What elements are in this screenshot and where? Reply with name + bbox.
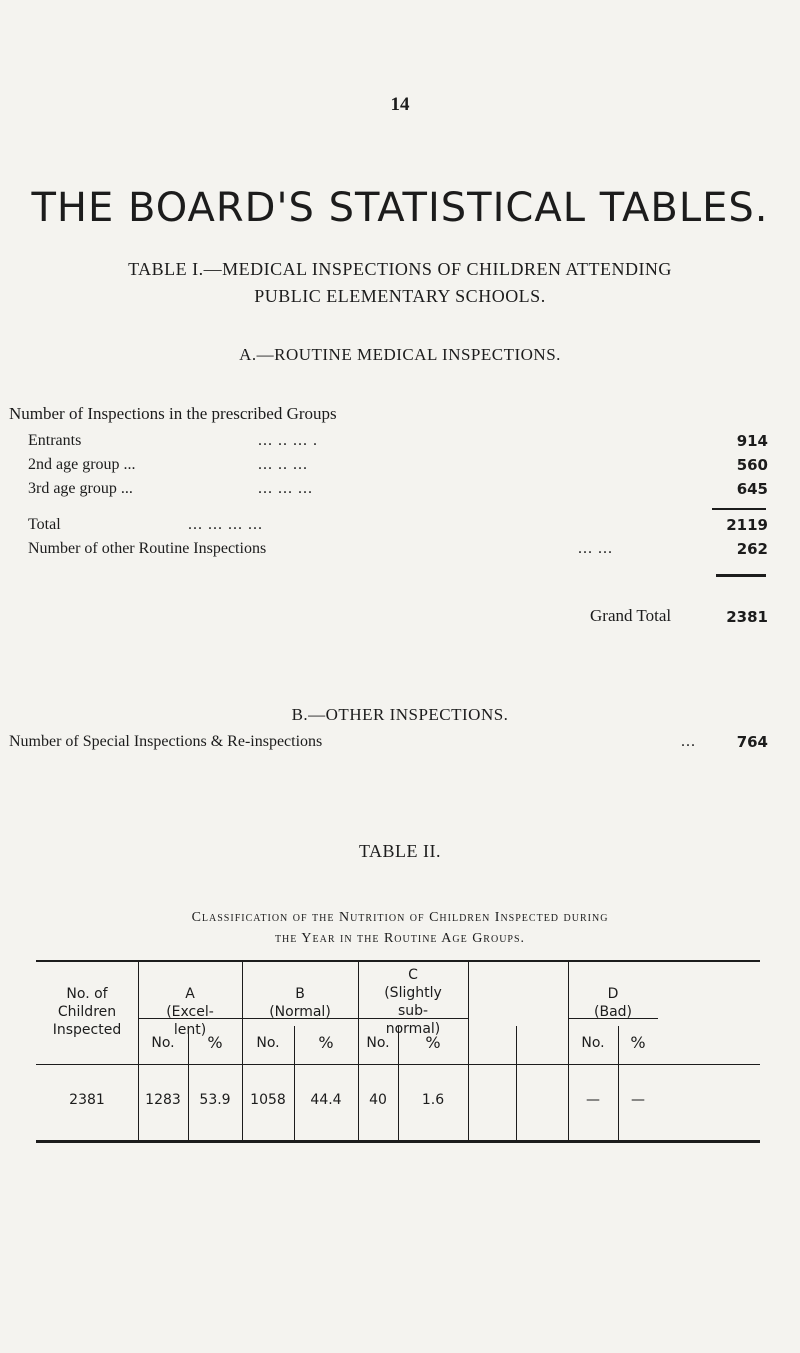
subheader-percent: % (207, 1033, 223, 1052)
leader-dots: ... ... ... (258, 480, 313, 497)
table2-caption-line2: the Year in the Routine Age Groups. (274, 931, 526, 946)
table1-title-line1: TABLE I.—MEDICAL INSPECTIONS OF CHILDREN ATTENDING (128, 259, 672, 279)
section-a-heading: A.—ROUTINE MEDICAL INSPECTIONS. (239, 345, 561, 364)
header-line: B (295, 986, 305, 1002)
header-line: (Excel- (166, 1004, 214, 1020)
subtotal-rule (712, 508, 766, 510)
row-special-inspections (9, 733, 768, 757)
row-label: Total (28, 516, 61, 533)
table-bottom-rule (36, 1140, 760, 1143)
inspections-intro: Number of Inspections in the prescribed Groups (9, 404, 337, 423)
table1-title (0, 256, 800, 310)
row-label: Number of other Routine Inspections (28, 540, 267, 557)
row-value: 2119 (726, 516, 768, 534)
section-b-heading: B.—OTHER INSPECTIONS. (291, 705, 509, 724)
header-d-bad (568, 985, 658, 1021)
cell-a-no: 1283 (145, 1092, 181, 1108)
row-entrants (28, 432, 768, 456)
board-title: THE BOARD'S STATISTICAL TABLES. (31, 185, 769, 231)
table-column-divider (468, 960, 469, 1140)
row-total (28, 516, 768, 540)
table-top-rule (36, 960, 760, 962)
leader-dots: ... ... ... ... (188, 516, 263, 533)
table2-caption-line1: Classification of the Nutrition of Children Inspected during (191, 910, 609, 925)
subheader-percent: % (318, 1033, 334, 1052)
header-children-inspected (36, 985, 138, 1039)
grand-total-label: Grand Total (590, 606, 672, 625)
row-label: 3rd age group ... (28, 480, 133, 497)
nutrition-table (36, 960, 760, 1108)
leader-dots: ... ... (578, 540, 613, 557)
header-line: No. of (66, 986, 108, 1002)
header-line: (Slightly (384, 985, 442, 1001)
cell-children-inspected: 2381 (69, 1092, 105, 1108)
header-line: sub- (397, 1003, 429, 1019)
cell-b-no: 1058 (250, 1092, 286, 1108)
cell-c-percent: 1.6 (421, 1092, 445, 1108)
row-3rd-age-group (28, 480, 768, 504)
cell-a-percent: 53.9 (199, 1092, 231, 1108)
cell-d-no: — (586, 1092, 600, 1108)
header-line: Inspected (52, 1022, 122, 1038)
header-line: A (185, 986, 195, 1002)
cell-c-no: 40 (369, 1092, 387, 1108)
page-number: 14 (390, 94, 410, 115)
row-label: Entrants (28, 432, 82, 449)
header-line: lent) (173, 1022, 207, 1038)
header-a-excellent (138, 985, 242, 1039)
row-value: 262 (736, 540, 768, 558)
subheader-no: No. (366, 1035, 390, 1051)
header-line: (Bad) (594, 1004, 632, 1020)
subheader-percent: % (425, 1033, 441, 1052)
table-subcolumn-divider (516, 1026, 517, 1140)
header-b-normal (242, 985, 358, 1021)
header-line: (Normal) (269, 1004, 331, 1020)
grand-total-value: 2381 (726, 608, 768, 626)
row-label: 2nd age group ... (28, 456, 136, 473)
header-line: D (607, 986, 619, 1002)
row-2nd-age-group (28, 456, 768, 480)
subheader-no: No. (151, 1035, 175, 1051)
row-other-routine (28, 540, 768, 564)
table1-title-line2: PUBLIC ELEMENTARY SCHOOLS. (254, 286, 546, 306)
row-value: 764 (736, 733, 768, 751)
header-line: Children (57, 1004, 117, 1020)
leader-dots: ... .. ... (258, 456, 308, 473)
cell-d-percent: — (631, 1092, 645, 1108)
subheader-no: No. (256, 1035, 280, 1051)
cell-b-percent: 44.4 (310, 1092, 342, 1108)
table2-title: TABLE II. (358, 841, 442, 861)
row-label: Number of Special Inspections & Re-inspections (9, 733, 323, 750)
row-value: 560 (736, 456, 768, 474)
row-value: 645 (736, 480, 768, 498)
header-c-slightly-subnormal (358, 966, 468, 1038)
subheader-percent: % (630, 1033, 646, 1052)
subheader-no: No. (581, 1035, 605, 1051)
header-line: C (408, 967, 418, 983)
header-line: normal) (385, 1021, 441, 1037)
table2-caption (0, 907, 800, 949)
leader-dots: ... (681, 733, 696, 750)
leader-dots: ... .. ... . (258, 432, 318, 449)
row-value: 914 (736, 432, 768, 450)
grand-total-rule (716, 574, 766, 577)
